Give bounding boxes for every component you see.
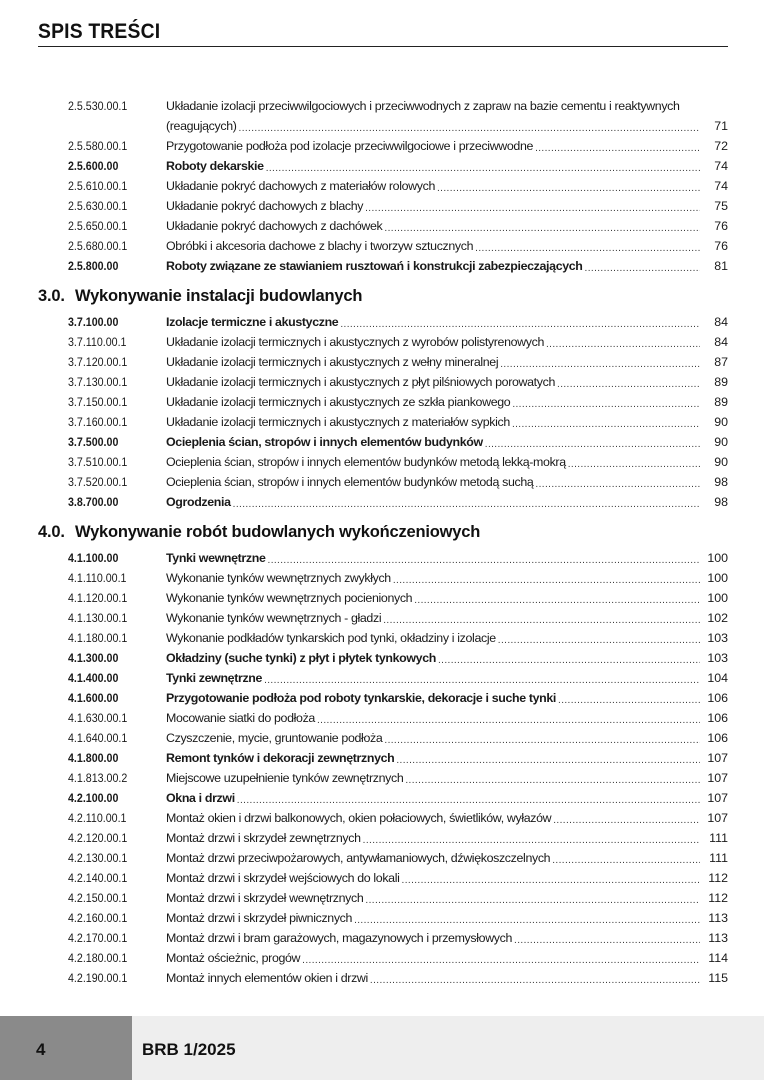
toc-entry-code: 3.7.100.00: [68, 315, 119, 329]
toc-entry[interactable]: [0, 256, 764, 276]
dot-leader: [384, 734, 700, 748]
toc-entry-page: 72: [714, 139, 728, 153]
toc-entry-body: [166, 136, 700, 156]
toc-entry-body: [166, 216, 700, 236]
toc-entry-page: 100: [707, 591, 728, 605]
section-title: Wykonywanie instalacji budowlanych: [75, 287, 363, 305]
toc-entry-body: [166, 256, 700, 276]
dot-leader: [317, 714, 700, 728]
toc-entry-code: 3.7.150.00.1: [68, 395, 128, 409]
toc-entry-title: Układanie izolacji termicznych i akustycznych z wyrobów polistyrenowych: [166, 335, 544, 349]
toc-entry[interactable]: [0, 452, 764, 472]
toc-entry-code: 4.2.190.00.1: [68, 971, 128, 985]
toc-entry-code: 2.5.650.00.1: [68, 219, 128, 233]
dot-leader: [268, 554, 700, 568]
toc-entry-body: [166, 868, 700, 888]
toc-entry-page: 106: [707, 691, 728, 705]
toc-entry[interactable]: [0, 588, 764, 608]
dot-leader: [365, 894, 700, 908]
toc-entry-title-line1: Układanie izolacji przeciwwilgociowych i przeciwwodnych z zapraw na bazie cementu i reaktywnych: [166, 99, 680, 113]
toc-entry-page: 90: [714, 435, 728, 449]
toc-entry-body: [166, 412, 700, 432]
toc-entry-page: 112: [708, 891, 728, 905]
toc-entry-title: Montaż drzwi i skrzydeł wewnętrznych: [166, 891, 364, 905]
section-heading: [0, 280, 764, 312]
toc-entry[interactable]: [0, 196, 764, 216]
toc-entry-title-line2: (reagujących): [166, 119, 237, 133]
toc-entry[interactable]: [0, 808, 764, 828]
toc-entry-page: 84: [714, 335, 728, 349]
toc-entry-body: [166, 236, 700, 256]
toc-entry-title: Montaż drzwi i bram garażowych, magazynowych i przemysłowych: [166, 931, 513, 945]
toc-entry-title: Montaż drzwi i skrzydeł zewnętrznych: [166, 831, 361, 845]
toc-entry-page: 98: [714, 475, 728, 489]
toc-entry-body: [166, 312, 700, 332]
toc-entry-title: Tynki zewnętrzne: [166, 671, 263, 685]
toc-entry-code: 2.5.580.00.1: [68, 139, 128, 153]
toc-entry-page: 107: [707, 791, 728, 805]
toc-entry-title: Roboty związane ze stawianiem rusztowań i konstrukcji zabezpieczających: [166, 259, 583, 273]
dot-leader: [568, 458, 700, 472]
toc-entry-title: Montaż drzwi przeciwpożarowych, antywłamaniowych, dźwiękoszczelnych: [166, 851, 551, 865]
toc-entry-page: 102: [707, 611, 728, 625]
dot-leader: [437, 182, 700, 196]
toc-entry-title: Ocieplenia ścian, stropów i innych elementów budynków metodą lekką-mokrą: [166, 455, 566, 469]
toc-entry[interactable]: [0, 868, 764, 888]
dot-leader: [438, 654, 700, 668]
toc-entry-title: Remont tynków i dekoracji zewnętrznych: [166, 751, 395, 765]
toc-entry-code: 4.1.300.00: [68, 651, 119, 665]
dot-leader: [264, 674, 700, 688]
toc-entry-page: 107: [707, 771, 728, 785]
toc-entry-page: 113: [708, 931, 728, 945]
toc-entry-body: [166, 176, 700, 196]
toc-entry-page: 84: [714, 315, 728, 329]
toc-entry-title: Montaż drzwi i skrzydeł wejściowych do lokali: [166, 871, 400, 885]
toc-entry[interactable]: [0, 848, 764, 868]
toc-entry[interactable]: [0, 708, 764, 728]
toc-entry-code: 3.8.700.00: [68, 495, 119, 509]
toc-entry[interactable]: [0, 668, 764, 688]
toc-entry-title: Roboty dekarskie: [166, 159, 264, 173]
dot-leader: [239, 122, 700, 136]
section-heading: [0, 516, 764, 548]
toc-entry-title: Okna i drzwi: [166, 791, 235, 805]
toc-entry-code: 2.5.630.00.1: [68, 199, 128, 213]
dot-leader: [384, 222, 700, 236]
toc-entry-page: 75: [714, 199, 728, 213]
toc-entry-page: 74: [714, 179, 728, 193]
dot-leader: [512, 398, 700, 412]
toc-entry-body: [166, 728, 700, 748]
table-of-contents: [0, 96, 764, 988]
dot-leader: [414, 594, 700, 608]
toc-entry-code: 4.1.180.00.1: [68, 631, 128, 645]
dot-leader: [340, 318, 700, 332]
toc-entry-code: 4.1.800.00: [68, 751, 119, 765]
toc-entry-page: 90: [714, 455, 728, 469]
toc-entry-body: [166, 156, 700, 176]
toc-entry[interactable]: [0, 492, 764, 512]
toc-entry-page: 104: [707, 671, 728, 685]
toc-entry-body: [166, 588, 700, 608]
toc-entry-page: 90: [714, 415, 728, 429]
toc-entry-body: [166, 568, 700, 588]
toc-entry[interactable]: [0, 136, 764, 156]
toc-entry-title: Tynki wewnętrzne: [166, 551, 266, 565]
toc-entry-code: 4.1.100.00: [68, 551, 119, 565]
toc-entry-body: [166, 908, 700, 928]
dot-leader: [553, 814, 700, 828]
toc-entry[interactable]: [0, 432, 764, 452]
toc-entry-page: 112: [708, 871, 728, 885]
toc-entry-page: 107: [707, 811, 728, 825]
toc-entry-code: 4.2.100.00: [68, 791, 119, 805]
page-title: SPIS TREŚCI: [38, 20, 161, 43]
page-header: [38, 20, 728, 47]
dot-leader: [365, 202, 700, 216]
toc-entry[interactable]: [0, 728, 764, 748]
dot-leader: [535, 478, 700, 492]
toc-entry-page: 89: [714, 375, 728, 389]
toc-entry-title: Ocieplenia ścian, stropów i innych elementów budynków metodą suchą: [166, 475, 534, 489]
toc-entry[interactable]: [0, 628, 764, 648]
toc-entry-title: Przygotowanie podłoża pod roboty tynkarskie, dekoracje i suche tynki: [166, 691, 557, 705]
toc-entry-page: 100: [707, 571, 728, 585]
toc-entry-code: 4.1.130.00.1: [68, 611, 128, 625]
toc-entry-title: Montaż ościeżnic, progów: [166, 951, 301, 965]
toc-entry-page: 76: [714, 239, 728, 253]
toc-entry-body: [166, 196, 700, 216]
toc-entry-code: 4.2.140.00.1: [68, 871, 128, 885]
dot-leader: [393, 574, 700, 588]
toc-entry-body: [166, 948, 700, 968]
section-title: Wykonywanie robót budowlanych wykończeniowych: [75, 523, 481, 541]
toc-entry[interactable]: [0, 908, 764, 928]
toc-entry[interactable]: [0, 608, 764, 628]
toc-entry[interactable]: [0, 548, 764, 568]
toc-entry[interactable]: [0, 176, 764, 196]
dot-leader: [498, 634, 700, 648]
toc-entry-page: 81: [714, 259, 728, 273]
footer-page-block: [0, 1016, 132, 1080]
toc-entry-title: Układanie izolacji termicznych i akustycznych z materiałów sypkich: [166, 415, 510, 429]
toc-entry[interactable]: [0, 888, 764, 908]
dot-leader: [354, 914, 700, 928]
dot-leader: [546, 338, 700, 352]
toc-entry-title: Wykonanie tynków wewnętrznych - gładzi: [166, 611, 382, 625]
toc-entry-code: 4.2.160.00.1: [68, 911, 128, 925]
toc-entry-title: Wykonanie podkładów tynkarskich pod tynki, okładziny i izolacje: [166, 631, 496, 645]
toc-entry-code: 3.7.110.00.1: [68, 335, 127, 349]
toc-entry-code: 4.1.600.00: [68, 691, 119, 705]
dot-leader: [370, 974, 700, 988]
footer-publication: BRB 1/2025: [142, 1040, 236, 1059]
toc-entry-body: [166, 788, 700, 808]
toc-entry-code: 4.2.150.00.1: [68, 891, 128, 905]
toc-entry-page: 100: [707, 551, 728, 565]
toc-entry-title: Mocowanie siatki do podłoża: [166, 711, 315, 725]
toc-entry-code: 4.2.170.00.1: [68, 931, 128, 945]
toc-entry-body: [166, 332, 700, 352]
toc-entry-page: 111: [709, 851, 728, 865]
toc-entry-body: [166, 648, 700, 668]
toc-entry-code: 3.7.500.00: [68, 435, 119, 449]
dot-leader: [514, 934, 700, 948]
dot-leader: [500, 358, 700, 372]
toc-entry-page: 98: [714, 495, 728, 509]
toc-entry[interactable]: [0, 788, 764, 808]
toc-entry-title: Układanie pokryć dachowych z blachy: [166, 199, 364, 213]
toc-entry-code: 2.5.610.00.1: [68, 179, 128, 193]
toc-entry-body: [166, 472, 700, 492]
toc-entry-body: [166, 848, 700, 868]
toc-entry-body: [166, 492, 700, 512]
toc-entry[interactable]: [0, 568, 764, 588]
toc-entry-body: [166, 968, 700, 988]
toc-entry[interactable]: [0, 372, 764, 392]
toc-entry-body: [166, 432, 700, 452]
toc-entry-body: [166, 352, 700, 372]
toc-entry-title: Układanie izolacji termicznych i akustycznych ze szkła piankowego: [166, 395, 511, 409]
toc-entry-code: 3.7.120.00.1: [68, 355, 128, 369]
toc-entry-code: 2.5.680.00.1: [68, 239, 128, 253]
toc-entry[interactable]: [0, 968, 764, 988]
toc-entry-code: 3.7.160.00.1: [68, 415, 128, 429]
toc-entry[interactable]: [0, 412, 764, 432]
dot-leader: [302, 954, 700, 968]
toc-entry-body: [166, 392, 700, 412]
toc-entry[interactable]: [0, 928, 764, 948]
toc-entry-page: 106: [707, 731, 728, 745]
toc-entry[interactable]: [0, 472, 764, 492]
toc-entry-body: [166, 768, 700, 788]
toc-entry-code: 4.1.813.00.2: [68, 771, 128, 785]
dot-leader: [266, 162, 700, 176]
toc-entry-code: 3.7.510.00.1: [68, 455, 128, 469]
toc-entry-body: [166, 688, 700, 708]
toc-entry-title: Ogrodzenia: [166, 495, 231, 509]
toc-entry[interactable]: [0, 948, 764, 968]
dot-leader: [233, 498, 700, 512]
toc-entry-code: 4.2.110.00.1: [68, 811, 127, 825]
toc-entry-title: Układanie izolacji termicznych i akustycznych z płyt pilśniowych porowatych: [166, 375, 556, 389]
toc-entry-page: 71: [714, 119, 728, 133]
dot-leader: [557, 378, 700, 392]
dot-leader: [552, 854, 700, 868]
toc-entry-title: Wykonanie tynków wewnętrznych zwykłych: [166, 571, 391, 585]
toc-entry-title: Czyszczenie, mycie, gruntowanie podłoża: [166, 731, 383, 745]
toc-entry[interactable]: [0, 768, 764, 788]
toc-entry-body: [166, 808, 700, 828]
toc-entry-title: Izolacje termiczne i akustyczne: [166, 315, 339, 329]
toc-entry[interactable]: [0, 352, 764, 372]
toc-entry-body: [166, 928, 700, 948]
dot-leader: [535, 142, 700, 156]
dot-leader: [405, 774, 700, 788]
toc-entry[interactable]: [0, 748, 764, 768]
toc-entry-code: 4.2.180.00.1: [68, 951, 128, 965]
dot-leader: [475, 242, 700, 256]
toc-entry[interactable]: [0, 96, 764, 136]
toc-entry-title: Montaż innych elementów okien i drzwi: [166, 971, 368, 985]
toc-entry-title: Wykonanie tynków wewnętrznych pocienionych: [166, 591, 413, 605]
toc-entry-page: 113: [708, 911, 728, 925]
toc-entry[interactable]: [0, 688, 764, 708]
toc-entry-page: 111: [709, 831, 728, 845]
toc-entry[interactable]: [0, 216, 764, 236]
dot-leader: [485, 438, 700, 452]
toc-entry[interactable]: [0, 648, 764, 668]
toc-entry-page: 106: [707, 711, 728, 725]
toc-entry-body: [166, 96, 700, 136]
toc-entry-title: Ocieplenia ścian, stropów i innych elementów budynków: [166, 435, 483, 449]
toc-entry-body: [166, 608, 700, 628]
toc-entry-code: 2.5.600.00: [68, 159, 119, 173]
section-number: 3.0.: [38, 287, 65, 305]
toc-entry-title: Miejscowe uzupełnienie tynków zewnętrznych: [166, 771, 404, 785]
toc-entry[interactable]: [0, 156, 764, 176]
toc-entry-code: 2.5.800.00: [68, 259, 119, 273]
dot-leader: [363, 834, 700, 848]
toc-entry-body: [166, 748, 700, 768]
toc-entry-code: 2.5.530.00.1: [68, 99, 128, 113]
dot-leader: [237, 794, 700, 808]
toc-entry-body: [166, 548, 700, 568]
toc-entry-page: 115: [708, 971, 728, 985]
toc-entry-page: 89: [714, 395, 728, 409]
toc-entry-code: 4.2.130.00.1: [68, 851, 128, 865]
dot-leader: [512, 418, 700, 432]
toc-entry-body: [166, 452, 700, 472]
toc-entry-page: 87: [714, 355, 728, 369]
toc-entry-code: 4.1.640.00.1: [68, 731, 128, 745]
dot-leader: [585, 262, 700, 276]
toc-entry-title: Przygotowanie podłoża pod izolacje przeciwwilgociowe i przeciwwodne: [166, 139, 534, 153]
toc-entry-code: 4.1.110.00.1: [68, 571, 127, 585]
toc-entry-body: [166, 708, 700, 728]
toc-entry-body: [166, 668, 700, 688]
toc-entry-page: 103: [707, 631, 728, 645]
toc-entry-page: 76: [714, 219, 728, 233]
toc-entry-code: 4.1.630.00.1: [68, 711, 128, 725]
toc-entry-page: 114: [708, 951, 728, 965]
toc-entry-page: 74: [714, 159, 728, 173]
toc-entry-title: Układanie pokryć dachowych z dachówek: [166, 219, 383, 233]
toc-entry-code: 4.1.120.00.1: [68, 591, 128, 605]
toc-entry-title: Montaż drzwi i skrzydeł piwnicznych: [166, 911, 353, 925]
toc-entry[interactable]: [0, 312, 764, 332]
toc-entry[interactable]: [0, 392, 764, 412]
dot-leader: [383, 614, 700, 628]
footer-page-number: 4: [36, 1040, 46, 1059]
toc-entry-title: Obróbki i akcesoria dachowe z blachy i tworzyw sztucznych: [166, 239, 474, 253]
toc-entry-title: Okładziny (suche tynki) z płyt i płytek tynkowych: [166, 651, 436, 665]
toc-entry-code: 3.7.520.00.1: [68, 475, 128, 489]
toc-entry-title: Układanie izolacji termicznych i akustycznych z wełny mineralnej: [166, 355, 499, 369]
section-number: 4.0.: [38, 523, 65, 541]
toc-entry[interactable]: [0, 828, 764, 848]
toc-entry-body: [166, 828, 700, 848]
toc-entry[interactable]: [0, 236, 764, 256]
toc-entry-title-line2-wrap: [166, 116, 700, 136]
toc-entry-title: Montaż okien i drzwi balkonowych, okien połaciowych, świetlików, wyłazów: [166, 811, 552, 825]
toc-entry-title: Układanie pokryć dachowych z materiałów rolowych: [166, 179, 435, 193]
toc-entry[interactable]: [0, 332, 764, 352]
toc-entry-code: 3.7.130.00.1: [68, 375, 128, 389]
toc-entry-page: 103: [707, 651, 728, 665]
toc-entry-body: [166, 888, 700, 908]
toc-entry-code: 4.1.400.00: [68, 671, 119, 685]
toc-entry-code: 4.2.120.00.1: [68, 831, 128, 845]
toc-entry-body: [166, 372, 700, 392]
dot-leader: [396, 754, 700, 768]
toc-entry-body: [166, 628, 700, 648]
toc-entry-page: 107: [707, 751, 728, 765]
dot-leader: [402, 874, 700, 888]
dot-leader: [558, 694, 700, 708]
